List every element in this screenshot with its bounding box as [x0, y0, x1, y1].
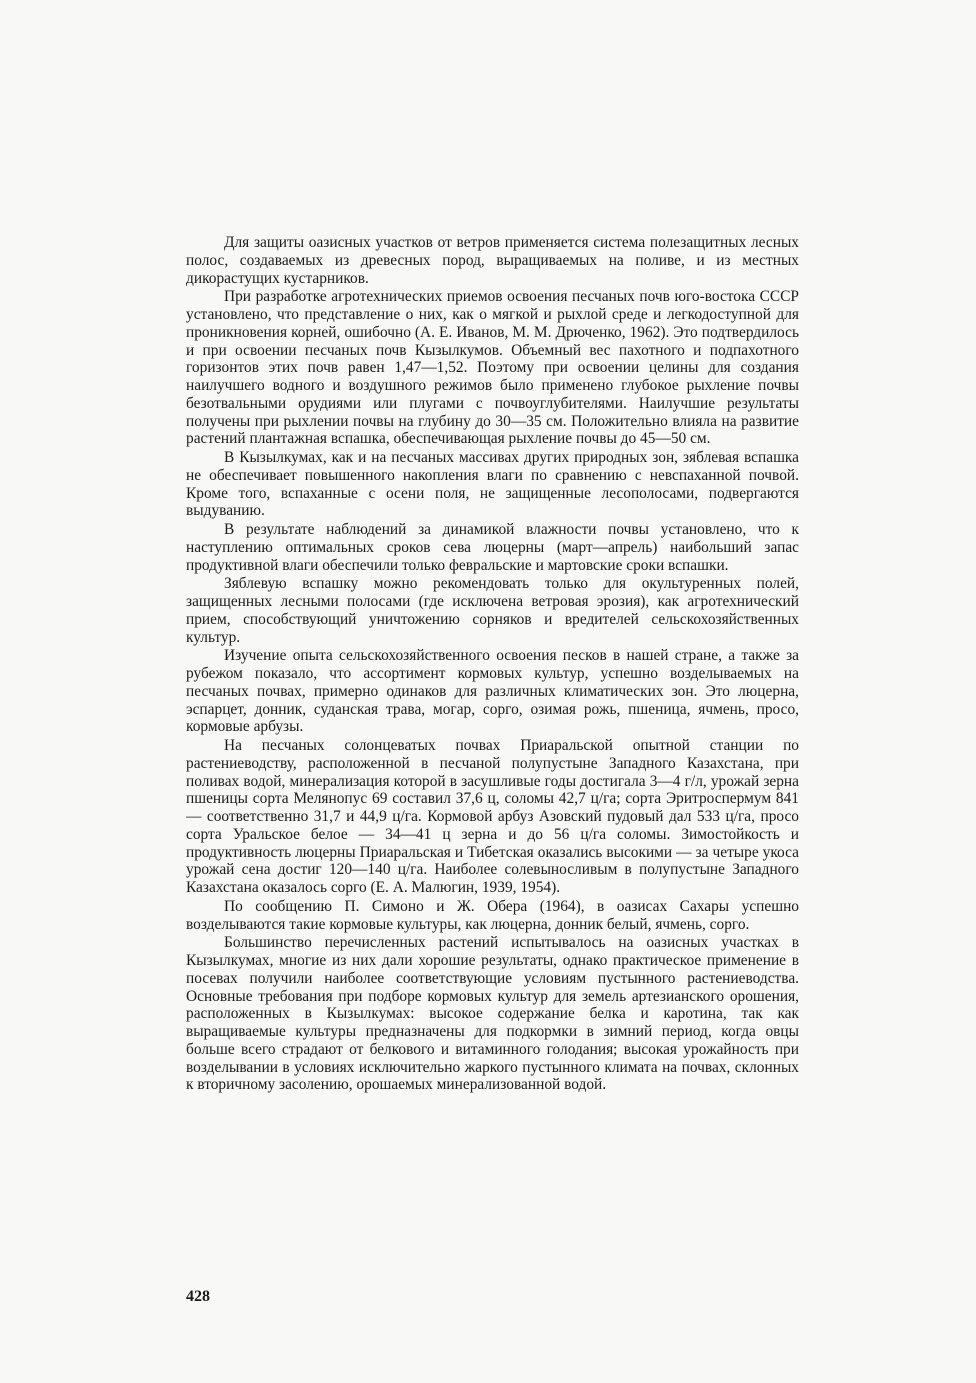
paragraph-8: По сообщению П. Симоно и Ж. Обера (1964), в оазисах Сахары успешно возделываются такие кормовые культуры, как люцерна, донник белый, ячмень, сорго.	[186, 897, 799, 933]
paragraph-4: В результате наблюдений за динамикой влажности почвы установлено, что к наступлению оптимальных сроков сева люцерны (март—апрель) наибольший запас продуктивной влаги обеспечили только февральские и мартовские сроки вспашки.	[186, 521, 799, 574]
page-number: 428	[186, 1288, 210, 1305]
paragraph-2: При разработке агротехнических приемов освоения песчаных почв юго-востока СССР установлено, что представление о них, как о мягкой и рыхлой среде и легкодоступной для проникновения корней, ошибочно (А. Е. Иванов, М. М. Дрюченко, 1962). Это подтвердилось и при освоении песчаных почв Кызылкумов. Объемный вес пахотного и подпахотного горизонтов этих почв равен 1,47—1,52. Поэтому при освоении целины для создания наилучшего водного и воздушного режимов было применено глубокое рыхление почвы безотвальными орудиями или плугами с почвоуглубителями. Наилучшие результаты получены при рыхлении почвы на глубину до 30—35 см. Положительно влияла на развитие растений плантажная вспашка, обеспечивающая рыхление почвы до 45—50 см.	[186, 288, 799, 448]
paragraph-3: В Кызылкумах, как и на песчаных массивах других природных зон, зяблевая вспашка не обеспечивает повышенного накопления влаги по сравнению с невспаханной почвой. Кроме того, вспаханные с осени поля, не защищенные лесополосами, подвергаются выдуванию.	[186, 449, 799, 520]
paragraph-6: Изучение опыта сельскохозяйственного освоения песков в нашей стране, а также за рубежом показало, что ассортимент кормовых культур, успешно возделываемых на песчаных почвах, примерно одинаков для различных климатических зон. Это люцерна, эспарцет, донник, суданская трава, могар, сорго, озимая рожь, пшеница, ячмень, просо, кормовые арбузы.	[186, 647, 799, 736]
paragraph-9: Большинство перечисленных растений испытывалось на оазисных участках в Кызылкумах, многие из них дали хорошие результаты, однако практическое применение в посевах получили наиболее соответствующие условиям пустынного растениеводства. Основные требования при подборе кормовых культур для земель артезианского орошения, расположенных в Кызылкумах: высокое содержание белка и каротина, так как выращиваемые культуры предназначены для подкормки в зимний период, когда овцы больше всего страдают от белкового и витаминного голодания; высокая урожайность при возделывании в условиях исключительно жаркого пустынного климата на почвах, склонных к вторичному засолению, орошаемых минерализованной водой.	[186, 934, 799, 1094]
paragraph-7: На песчаных солонцеватых почвах Приаральской опытной станции по растениеводству, расположенной в песчаной полупустыне Западного Казахстана, при поливах водой, минерализация которой в засушливые годы достигала 3—4 г/л, урожай зерна пшеницы сорта Мелянопус 69 составил 37,6 ц, соломы 42,7 ц/га; сорта Эритроспермум 841 — соответственно 31,7 и 44,9 ц/га. Кормовой арбуз Азовский пудовый дал 533 ц/га, просо сорта Уральское белое — 34—41 ц зерна и до 56 ц/га соломы. Зимостойкость и продуктивность люцерны Приаральская и Тибетская оказались высокими — за четыре укоса урожай сена достиг 120—140 ц/га. Наиболее солевыносливым в полупустыне Западного Казахстана оказалось сорго (Е. А. Малюгин, 1939, 1954).	[186, 737, 799, 896]
body-text	[186, 234, 799, 1094]
paragraph-5: Зяблевую вспашку можно рекомендовать только для окультуренных полей, защищенных лесными полосами (где исключена ветровая эрозия), как агротехнический прием, способствующий уничтожению сорняков и вредителей сельскохозяйственных культур.	[186, 575, 799, 646]
paragraph-1: Для защиты оазисных участков от ветров применяется система полезащитных лесных полос, создаваемых из древесных пород, выращиваемых на поливе, и из местных дикорастущих кустарников.	[186, 234, 799, 287]
